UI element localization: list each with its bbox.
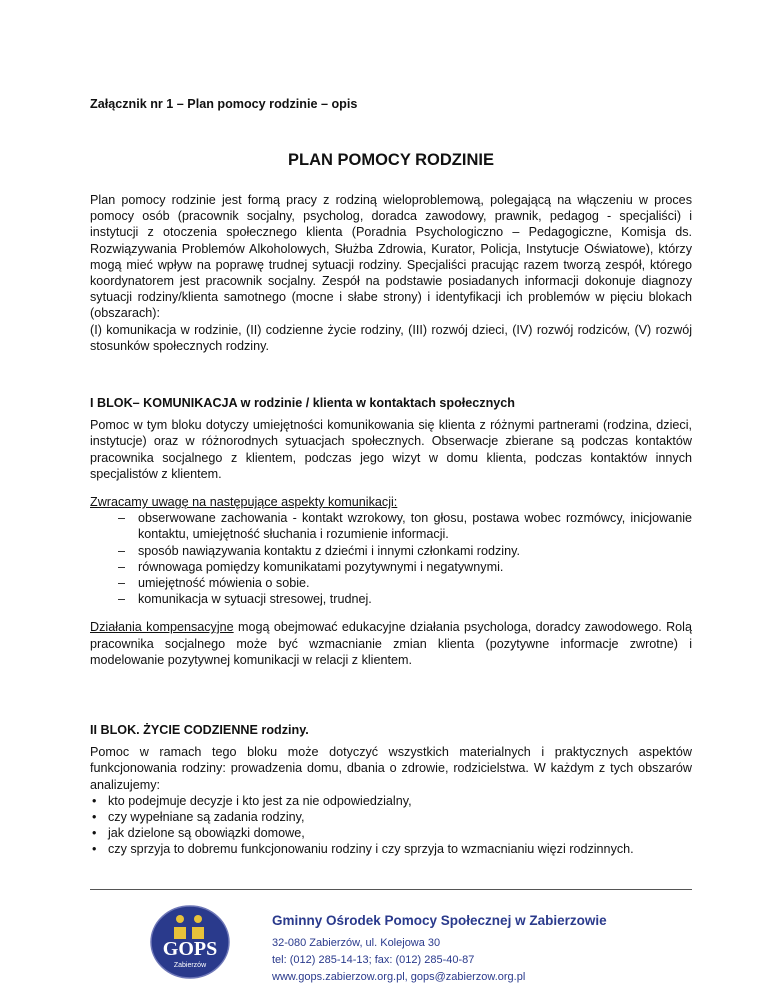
block-communication	[90, 395, 692, 668]
list-item: – umiejętność mówienia o sobie.	[118, 575, 692, 591]
list-item: – sposób nawiązywania kontaktu z dziećmi i innymi członkami rodziny.	[118, 543, 692, 559]
analysis-list	[90, 793, 692, 858]
list-item: • kto podejmuje decyzje i kto jest za nie odpowiedzialny,	[90, 793, 692, 809]
aspects-list	[90, 510, 692, 607]
footer-phone: tel: (012) 285-14-13; fax: (012) 285-40-87	[272, 954, 475, 967]
list-item: • czy sprzyja to dobremu funkcjonowaniu rodziny i czy sprzyja to wzmacnianiu więzi rodzinnych.	[90, 841, 692, 857]
list-item: – równowaga pomiędzy komunikatami pozytywnymi i negatywnymi.	[118, 559, 692, 575]
footer-divider	[90, 889, 692, 890]
compensation-label: Działania kompensacyjne	[90, 620, 234, 635]
attachment-label: Załącznik nr 1 – Plan pomocy rodzinie – opis	[90, 97, 358, 111]
footer-address: 32-080 Zabierzów, ul. Kolejowa 30	[272, 937, 441, 950]
block-daily-life	[90, 722, 692, 858]
list-item: • czy wypełniane są zadania rodziny,	[90, 809, 692, 825]
intro-section	[90, 192, 692, 354]
intro-areas: (I) komunikacja w rodzinie, (II) codzienne życie rodziny, (III) rozwój dzieci, (IV) rozwój rodziców, (V) rozwój stosunków społecznych rodziny.	[90, 322, 692, 353]
footer-web[interactable]: www.gops.zabierzow.org.pl, gops@zabierzow.org.pl	[272, 971, 526, 984]
aspects-title: Zwracamy uwagę na następujące aspekty komunikacji:	[90, 495, 398, 510]
list-item: • jak dzielone są obowiązki domowe,	[90, 825, 692, 841]
intro-paragraph: Plan pomocy rodzinie jest formą pracy z rodziną wieloproblemową, polegającą na włączeniu w proces pomocy osób (pracownik socjalny, psycholog, doradca zawodowy, prawnik, pedagog - specjaliści) i instytucji z otoczenia społecznego klienta (Poradnia Psychologiczno – Pedagogiczne, Komisja ds. Rozwiązywania Problemów Alkoholowych, Służba Zdrowia, Kurator, Policja, Instytucje Oświatowe), którzy mogą mieć wpływ na poprawę trudnej sytuacji rodziny. Specjaliści pracując razem tworzą zespół, którego koordynatorem jest pracownik socjalny. Zespół na podstawie posiadanych informacji dokonuje diagnozy sytuacji rodziny/klienta samotnego (mocne i słabe strony) i identyfikacji ich problemów w pięciu blokach (obszarach):	[90, 193, 692, 321]
list-item: – obserwowane zachowania - kontakt wzrokowy, ton głosu, postawa wobec rozmówcy, inicjowanie kontaktu, umiejętność słuchania i rozumienie informacji.	[118, 510, 692, 542]
list-item: – komunikacja w sytuacji stresowej, trudnej.	[118, 591, 692, 607]
block1-paragraph: Pomoc w tym bloku dotyczy umiejętności komunikowania się klienta z różnymi partnerami (rodzina, dzieci, instytucje) oraz w różnorodnych sytuacjach społecznych. Obserwacje zbierane są podczas kontaktów pracownika socjalnego z klientem, podczas jego wizyt w domu klienta, podczas kontaktów innych specjalistów z klientem.	[90, 418, 692, 481]
block2-heading: II BLOK. ŻYCIE CODZIENNE rodziny.	[90, 723, 309, 737]
logo-subtext: Zabierzów	[173, 962, 207, 969]
block1-heading: I BLOK– KOMUNIKACJA w rodzinie / klienta w kontaktach społecznych	[90, 396, 515, 410]
logo-text: GOPS	[162, 938, 218, 960]
footer-org: Gminny Ośrodek Pomocy Społecznej w Zabierzowie	[272, 913, 607, 928]
footer-info	[272, 913, 607, 986]
compensation-paragraph	[90, 619, 692, 668]
page-title: PLAN POMOCY RODZINIE	[288, 151, 494, 169]
gops-logo	[150, 905, 230, 979]
block2-paragraph: Pomoc w ramach tego bloku może dotyczyć wszystkich materialnych i praktycznych aspektów funkcjonowania rodziny: prowadzenia domu, dbania o zdrowie, rodzicielstwa. W każdym z tych obszarów analizujemy:	[90, 745, 692, 792]
compensation-text: mogą obejmować edukacyjne działania psychologa, doradcy zawodowego. Rolą pracownika socjalnego może być wzmacnianie zmian klienta (pozytywne informacje zwrotne) i modelowanie pozytywnej komunikacji w relacji z klientem.	[90, 620, 692, 667]
